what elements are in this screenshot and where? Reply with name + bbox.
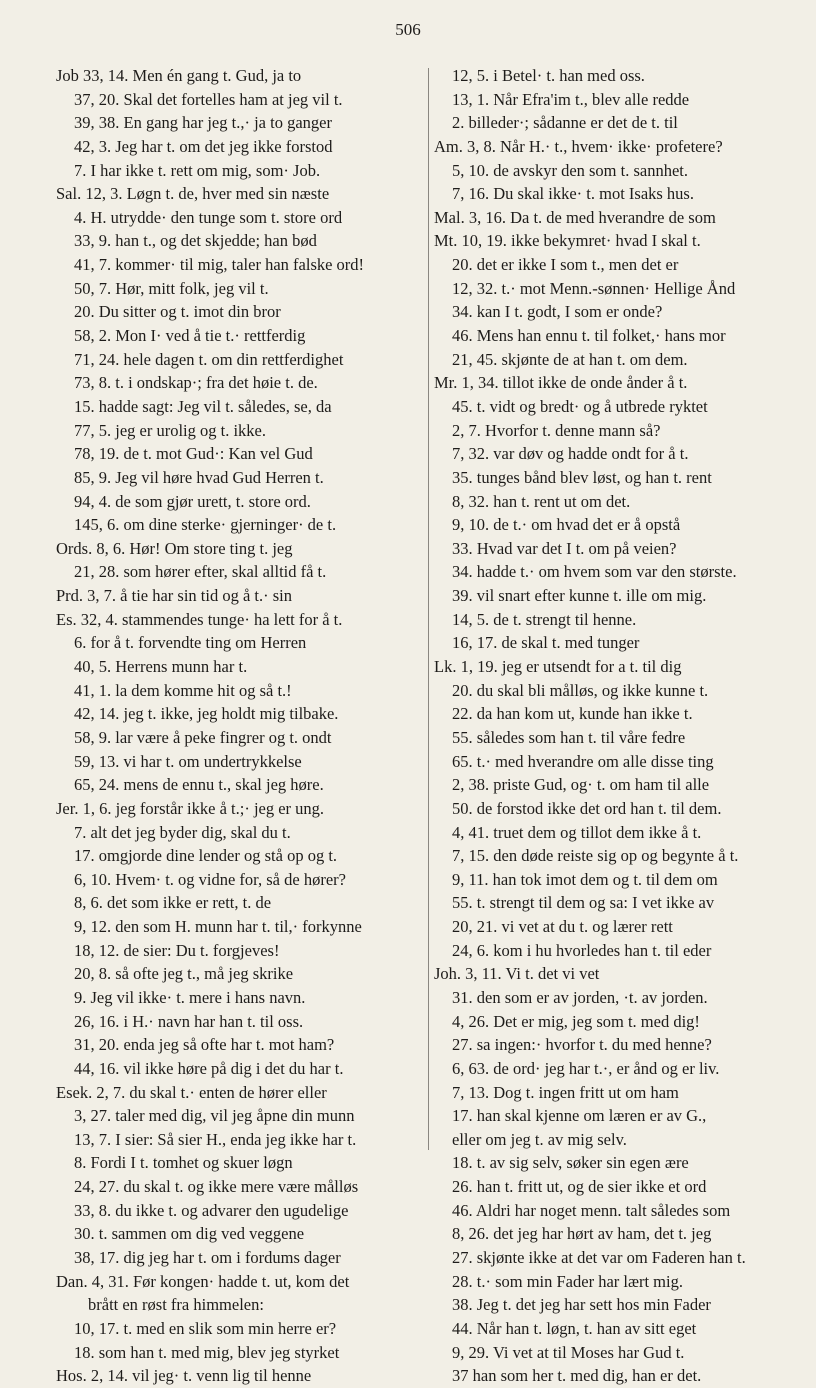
index-entry: 17. han skal kjenne om læren er av G.,	[452, 1106, 707, 1126]
index-entry: 73, 8. t. i ondskap·; fra det høie t. de.	[74, 373, 318, 393]
index-entry: 65, 24. mens de ennu t., skal jeg høre.	[74, 775, 324, 795]
index-entry: 4, 41. truet dem og tillot dem ikke å t.	[452, 822, 702, 842]
index-entry: 8, 32. han t. rent ut om det.	[452, 491, 631, 511]
index-entry: 38. Jeg t. det jeg har sett hos min Fader	[452, 1295, 711, 1315]
index-entry: 33, 8. du ikke t. og advarer den ugudelige	[74, 1200, 349, 1220]
index-entry: 42, 14. jeg t. ikke, jeg holdt mig tilbake.	[74, 704, 339, 724]
index-entry: 34. hadde t.· om hvem som var den største.	[452, 562, 737, 582]
index-entry: 26. han t. fritt ut, og de sier ikke et ord	[452, 1177, 707, 1197]
index-entry: 55. t. strengt til dem og sa: I vet ikke av	[452, 893, 715, 913]
index-entry: 20. Du sitter og t. imot din bror	[74, 302, 281, 322]
index-entry: Prd. 3, 7. å tie har sin tid og å t.· sin	[56, 586, 293, 606]
index-entry: 20. det er ikke I som t., men det er	[452, 255, 679, 275]
index-entry: 17. omgjorde dine lender og stå op og t.	[74, 846, 338, 866]
index-entry: eller om jeg t. av mig selv.	[452, 1129, 627, 1149]
column-divider	[428, 68, 429, 1150]
index-entry: 28. t.· som min Fader har lært mig.	[452, 1271, 683, 1291]
index-entry: 34. kan I t. godt, I som er onde?	[452, 302, 663, 322]
index-entry: 4. H. utrydde· den tunge som t. store ord	[74, 207, 343, 227]
index-entry: 27. sa ingen:· hvorfor t. du med henne?	[452, 1035, 712, 1055]
index-entry: 78, 19. de t. mot Gud·: Kan vel Gud	[74, 444, 313, 464]
index-entry: 6, 63. de ord· jeg har t.·, er ånd og er liv.	[452, 1058, 720, 1078]
index-entry: Sal. 12, 3. Løgn t. de, hver med sin næste	[56, 184, 330, 204]
index-entry: 18. som han t. med mig, blev jeg styrket	[74, 1342, 340, 1362]
index-entry: 7. I har ikke t. rett om mig, som· Job.	[74, 160, 321, 180]
index-entry: Dan. 4, 31. Før kongen· hadde t. ut, kom det	[56, 1271, 350, 1291]
index-entry: 2. billeder·; sådanne er det de t. til	[452, 113, 678, 133]
index-entry: 6. for å t. forvendte ting om Herren	[74, 633, 307, 653]
index-entry: 42, 3. Jeg har t. om det jeg ikke forstod	[74, 136, 333, 156]
index-entry: 71, 24. hele dagen t. om din rettferdighet	[74, 349, 344, 369]
index-entry: 8, 26. det jeg har hørt av ham, det t. jeg	[452, 1224, 712, 1244]
index-entry: 8. Fordi I t. tomhet og skuer løgn	[74, 1153, 293, 1173]
index-entry: 24, 27. du skal t. og ikke mere være målløs	[74, 1177, 359, 1197]
index-entry: Job 33, 14. Men én gang t. Gud, ja to	[56, 66, 302, 85]
index-entry: 85, 9. Jeg vil høre hvad Gud Herren t.	[74, 467, 324, 487]
index-entry: 27. skjønte ikke at det var om Faderen han t.	[452, 1248, 746, 1268]
index-entry: Am. 3, 8. Når H.· t., hvem· ikke· profetere?	[434, 136, 723, 156]
index-entry: Ords. 8, 6. Hør! Om store ting t. jeg	[56, 538, 293, 558]
index-entry: 15. hadde sagt: Jeg vil t. således, se, da	[74, 396, 332, 416]
index-entry: 37, 20. Skal det fortelles ham at jeg vil t.	[74, 89, 343, 109]
index-entry: 58, 2. Mon I· ved å tie t.· rettferdig	[74, 326, 306, 346]
index-entry: 18, 12. de sier: Du t. forgjeves!	[74, 940, 280, 960]
index-entry: 26, 16. i H.· navn har han t. til oss.	[74, 1011, 304, 1031]
index-entry: 46. Aldri har noget menn. talt således som	[452, 1200, 731, 1220]
index-entry: Lk. 1, 19. jeg er utsendt for a t. til dig	[434, 657, 682, 677]
index-entry: 9. Jeg vil ikke· t. mere i hans navn.	[74, 987, 306, 1007]
index-entry: 22. da han kom ut, kunde han ikke t.	[452, 704, 693, 724]
index-entry: 50. de forstod ikke det ord han t. til dem.	[452, 798, 722, 818]
right-column	[434, 64, 808, 1388]
index-entry: 35. tunges bånd blev løst, og han t. rent	[452, 467, 712, 487]
index-entry: 31. den som er av jorden, ·t. av jorden.	[452, 987, 708, 1007]
index-entry: 65. t.· med hverandre om alle disse ting	[452, 751, 714, 771]
index-entry: 21, 28. som hører efter, skal alltid få t.	[74, 562, 327, 582]
index-entry: 33, 9. han t., og det skjedde; han bød	[74, 231, 317, 251]
index-entry: 45. t. vidt og bredt· og å utbrede ryktet	[452, 396, 708, 416]
index-entry: 12, 5. i Betel· t. han med oss.	[452, 66, 645, 85]
index-entry: 7, 32. var døv og hadde ondt for å t.	[452, 444, 689, 464]
index-entry: 18. t. av sig selv, søker sin egen ære	[452, 1153, 689, 1173]
index-entry: 9, 29. Vi vet at til Moses har Gud t.	[452, 1342, 685, 1362]
index-entry: 13, 7. I sier: Så sier H., enda jeg ikke har t.	[74, 1129, 357, 1149]
index-entry: 39. vil snart efter kunne t. ille om mig.	[452, 586, 707, 606]
index-entry: 16, 17. de skal t. med tunger	[452, 633, 640, 653]
index-entry: 2, 7. Hvorfor t. denne mann så?	[452, 420, 661, 440]
index-entry: 7, 13. Dog t. ingen fritt ut om ham	[452, 1082, 679, 1102]
index-entry: 10, 17. t. med en slik som min herre er?	[74, 1318, 337, 1338]
index-entry: 55. således som han t. til våre fedre	[452, 727, 686, 747]
index-entry: 9, 10. de t.· om hvad det er å opstå	[452, 515, 681, 535]
index-entry: 20, 21. vi vet at du t. og lærer rett	[452, 917, 673, 937]
index-entry: 20, 8. så ofte jeg t., må jeg skrike	[74, 964, 294, 984]
index-entry: 50, 7. Hør, mitt folk, jeg vil t.	[74, 278, 269, 298]
index-entry: 38, 17. dig jeg har t. om i fordums dager	[74, 1248, 341, 1268]
index-entry: Mr. 1, 34. tillot ikke de onde ånder å t.	[434, 373, 688, 393]
index-entry: 12, 32. t.· mot Menn.-sønnen· Hellige Ånd	[452, 278, 736, 298]
index-entry: 24, 6. kom i hu hvorledes han t. til eder	[452, 940, 712, 960]
index-entry: 5, 10. de avskyr den som t. sannhet.	[452, 160, 689, 180]
index-entry: Mal. 3, 16. Da t. de med hverandre de som	[434, 207, 716, 227]
index-entry: 58, 9. lar være å peke fingrer og t. ondt	[74, 727, 332, 747]
index-entry: 40, 5. Herrens munn har t.	[74, 657, 248, 677]
index-entry: 77, 5. jeg er urolig og t. ikke.	[74, 420, 267, 440]
index-entry: 7, 16. Du skal ikke· t. mot Isaks hus.	[452, 184, 694, 204]
index-entry: 41, 1. la dem komme hit og så t.!	[74, 680, 292, 700]
index-entry: 14, 5. de t. strengt til henne.	[452, 609, 637, 629]
index-entry: 31, 20. enda jeg så ofte har t. mot ham?	[74, 1035, 335, 1055]
page-number: 506	[395, 20, 421, 39]
index-entry: 2, 38. priste Gud, og· t. om ham til alle	[452, 775, 710, 795]
index-entry: 7, 15. den døde reiste sig op og begynte å t.	[452, 846, 739, 866]
index-entry: Joh. 3, 11. Vi t. det vi vet	[434, 964, 600, 984]
index-entry: 41, 7. kommer· til mig, taler han falske ord!	[74, 255, 365, 275]
index-entry: Jer. 1, 6. jeg forstår ikke å t.;· jeg er ung.	[56, 798, 325, 818]
index-entry: 21, 45. skjønte de at han t. om dem.	[452, 349, 688, 369]
index-entry: 44. Når han t. løgn, t. han av sitt eget	[452, 1318, 697, 1338]
index-entry: 9, 12. den som H. munn har t. til,· forkynne	[74, 917, 362, 937]
index-entry: 94, 4. de som gjør urett, t. store ord.	[74, 491, 311, 511]
index-entry: 44, 16. vil ikke høre på dig i det du har t.	[74, 1058, 344, 1078]
index-entry: Es. 32, 4. stammendes tunge· ha lett for å t.	[56, 609, 343, 629]
index-entry: 46. Mens han ennu t. til folket,· hans mor	[452, 326, 726, 346]
index-entry: 59, 13. vi har t. om undertrykkelse	[74, 751, 302, 771]
index-entry: 145, 6. om dine sterke· gjerninger· de t.	[74, 515, 337, 535]
left-column	[56, 64, 422, 1388]
index-entry: brått en røst fra himmelen:	[88, 1295, 264, 1315]
index-entry: Mt. 10, 19. ikke bekymret· hvad I skal t.	[434, 231, 701, 251]
index-entry: 9, 11. han tok imot dem og t. til dem om	[452, 869, 718, 889]
index-entry: 3, 27. taler med dig, vil jeg åpne din munn	[74, 1106, 355, 1126]
index-entry: 30. t. sammen om dig ved veggene	[74, 1224, 305, 1244]
index-entry: 4, 26. Det er mig, jeg som t. med dig!	[452, 1011, 700, 1031]
index-entry: 20. du skal bli målløs, og ikke kunne t.	[452, 680, 709, 700]
index-entry: 8, 6. det som ikke er rett, t. de	[74, 893, 272, 913]
index-entry: 37 han som her t. med dig, han er det.	[452, 1366, 702, 1386]
index-entry: 7. alt det jeg byder dig, skal du t.	[74, 822, 291, 842]
index-entry: 13, 1. Når Efra'im t., blev alle redde	[452, 89, 690, 109]
index-entry: 39, 38. En gang har jeg t.,· ja to ganger	[74, 113, 332, 133]
index-entry: Hos. 2, 14. vil jeg· t. venn lig til henne	[56, 1366, 312, 1386]
index-entry: Esek. 2, 7. du skal t.· enten de hører eller	[56, 1082, 327, 1102]
index-entry: 33. Hvad var det I t. om på veien?	[452, 538, 677, 558]
index-entry: 6, 10. Hvem· t. og vidne for, så de hører?	[74, 869, 346, 889]
